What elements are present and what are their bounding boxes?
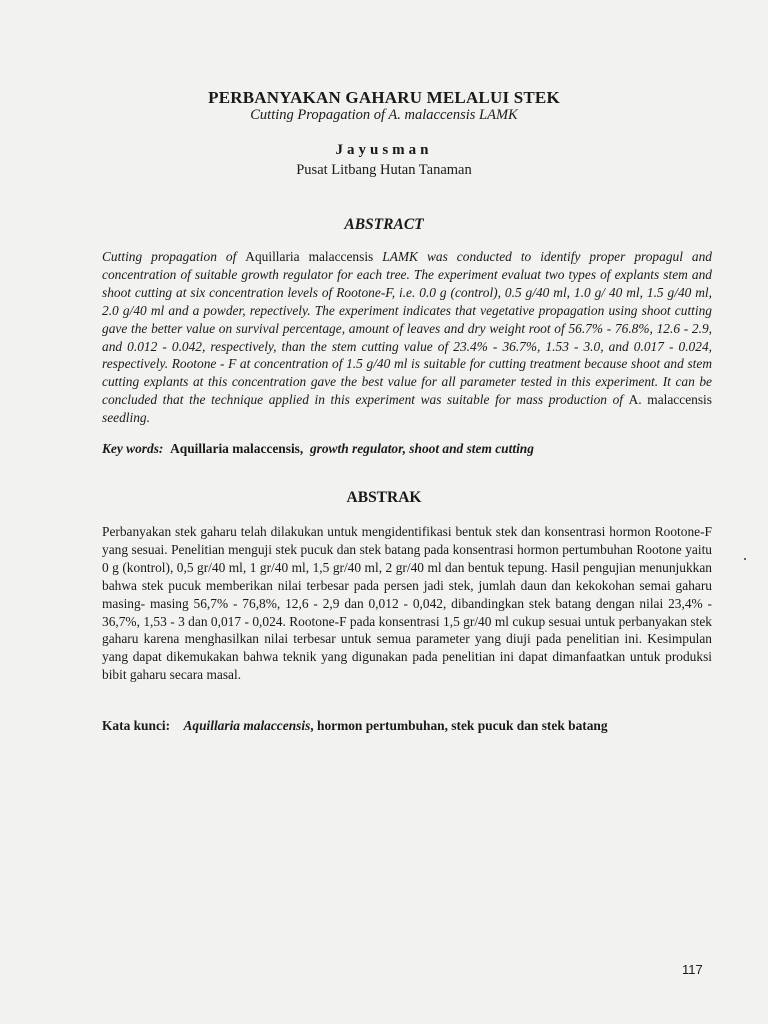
scan-speck	[744, 558, 746, 560]
keywords-rest: growth regulator, shoot and stem cutting	[309, 441, 534, 456]
kata-kunci-species: Aquillaria malaccensis	[183, 718, 311, 733]
keywords-line	[102, 441, 712, 457]
abstract-heading: ABSTRACT	[344, 216, 424, 233]
abstrak-body: Perbanyakan stek gaharu telah dilakukan untuk mengidentifikasi bentuk stek dan konsentrasi hormon Rootone-F yang sesuai. Penelitian menguji stek pucuk dan stek batang pada konsentrasi hormon pertumbuhan Rootone yaitu 0 g (kontrol), 0,5 gr/40 ml, 1 gr/40 ml, 1,5 gr/40 ml, 2 gr/40 ml dan bentuk tepung. Hasil pengujian menunjukkan bahwa stek pucuk memberikan nilai terbesar pada persen jadi stek, jumlah daun dan kekokohan semai gaharu masing- masing 56,7% - 76,8%, 12,6 - 2,9 dan 0,012 - 0,042, dibandingkan stek batang dengan nilai 23,4% - 36,7%, 1,53 - 3 dan 0,017 - 0,024. Rootone-F pada konsentrasi 1,5 gr/40 ml cukup sesuai untuk perbanyakan stek gaharu karena menghasilkan nilai terbesar untuk semua parameter yang diuji pada penelitian ini. Kesimpulan yang dapat dikemukakan bahwa teknik yang digunakan pada penelitian ini dapat dimanfaatkan untuk produksi bibit gaharu secara masal.	[102, 524, 712, 683]
abstract-text-1: Cutting propagation of	[102, 249, 246, 264]
page-number: 117	[682, 962, 703, 977]
abstract-body	[102, 248, 712, 427]
abstract-species-epithet: malaccensis	[641, 392, 712, 408]
kata-kunci-label: Kata kunci:	[102, 718, 171, 733]
abstrak-heading: ABSTRAK	[346, 489, 422, 506]
abstract-species: Aquillaria malaccensis	[245, 249, 374, 264]
keywords-label: Key words:	[102, 441, 164, 456]
author-affiliation: Pusat Litbang Hutan Tanaman	[296, 162, 472, 178]
paper-subtitle: Cutting Propagation of A. malaccensis LAMK	[250, 107, 518, 123]
keywords-species: Aquillaria malaccensis,	[170, 441, 304, 456]
author-name: Jayusman	[335, 142, 433, 158]
paper-title: PERBANYAKAN GAHARU MELALUI STEK	[208, 88, 560, 107]
kata-kunci-line	[102, 718, 712, 734]
kata-kunci-rest: , hormon pertumbuhan, stek pucuk dan stek batang	[310, 718, 608, 733]
abstract-text-3: seedling.	[102, 410, 150, 426]
abstract-text-2: LAMK was conducted to identify proper propagul and concentration of suitable growth regulator for each tree. The experiment evaluat two types of explants stem and shoot cutting at six concentration levels of Rootone-F, i.e. 0.0 g (control), 0.5 g/40 ml, 1.0 g/ 40 ml, 1.5 g/40 ml, 2.0 g/40 ml and a powder, repectively. The experiment indicates that vegetative propagation using shoot cutting gave the better value on survival percentage, amount of leaves and dry weight root of 56.7% - 76.8%, 12.6 - 2.9, and 0.012 - 0.042, respectively, than the stem cutting value of 23.4% - 36.7%, 1.53 - 3.0, and 0.017 - 0.024, respectively. Rootone - F at concentration of 1.5 g/40 ml is suitable for cutting treatment because shoot and stem cutting explants at this concentration gave the best value for all parameter tested in this experiment. It can be concluded that the technique applied in this experiment was suitable for mass production of	[102, 249, 713, 408]
abstract-species-short: A.	[628, 392, 642, 408]
